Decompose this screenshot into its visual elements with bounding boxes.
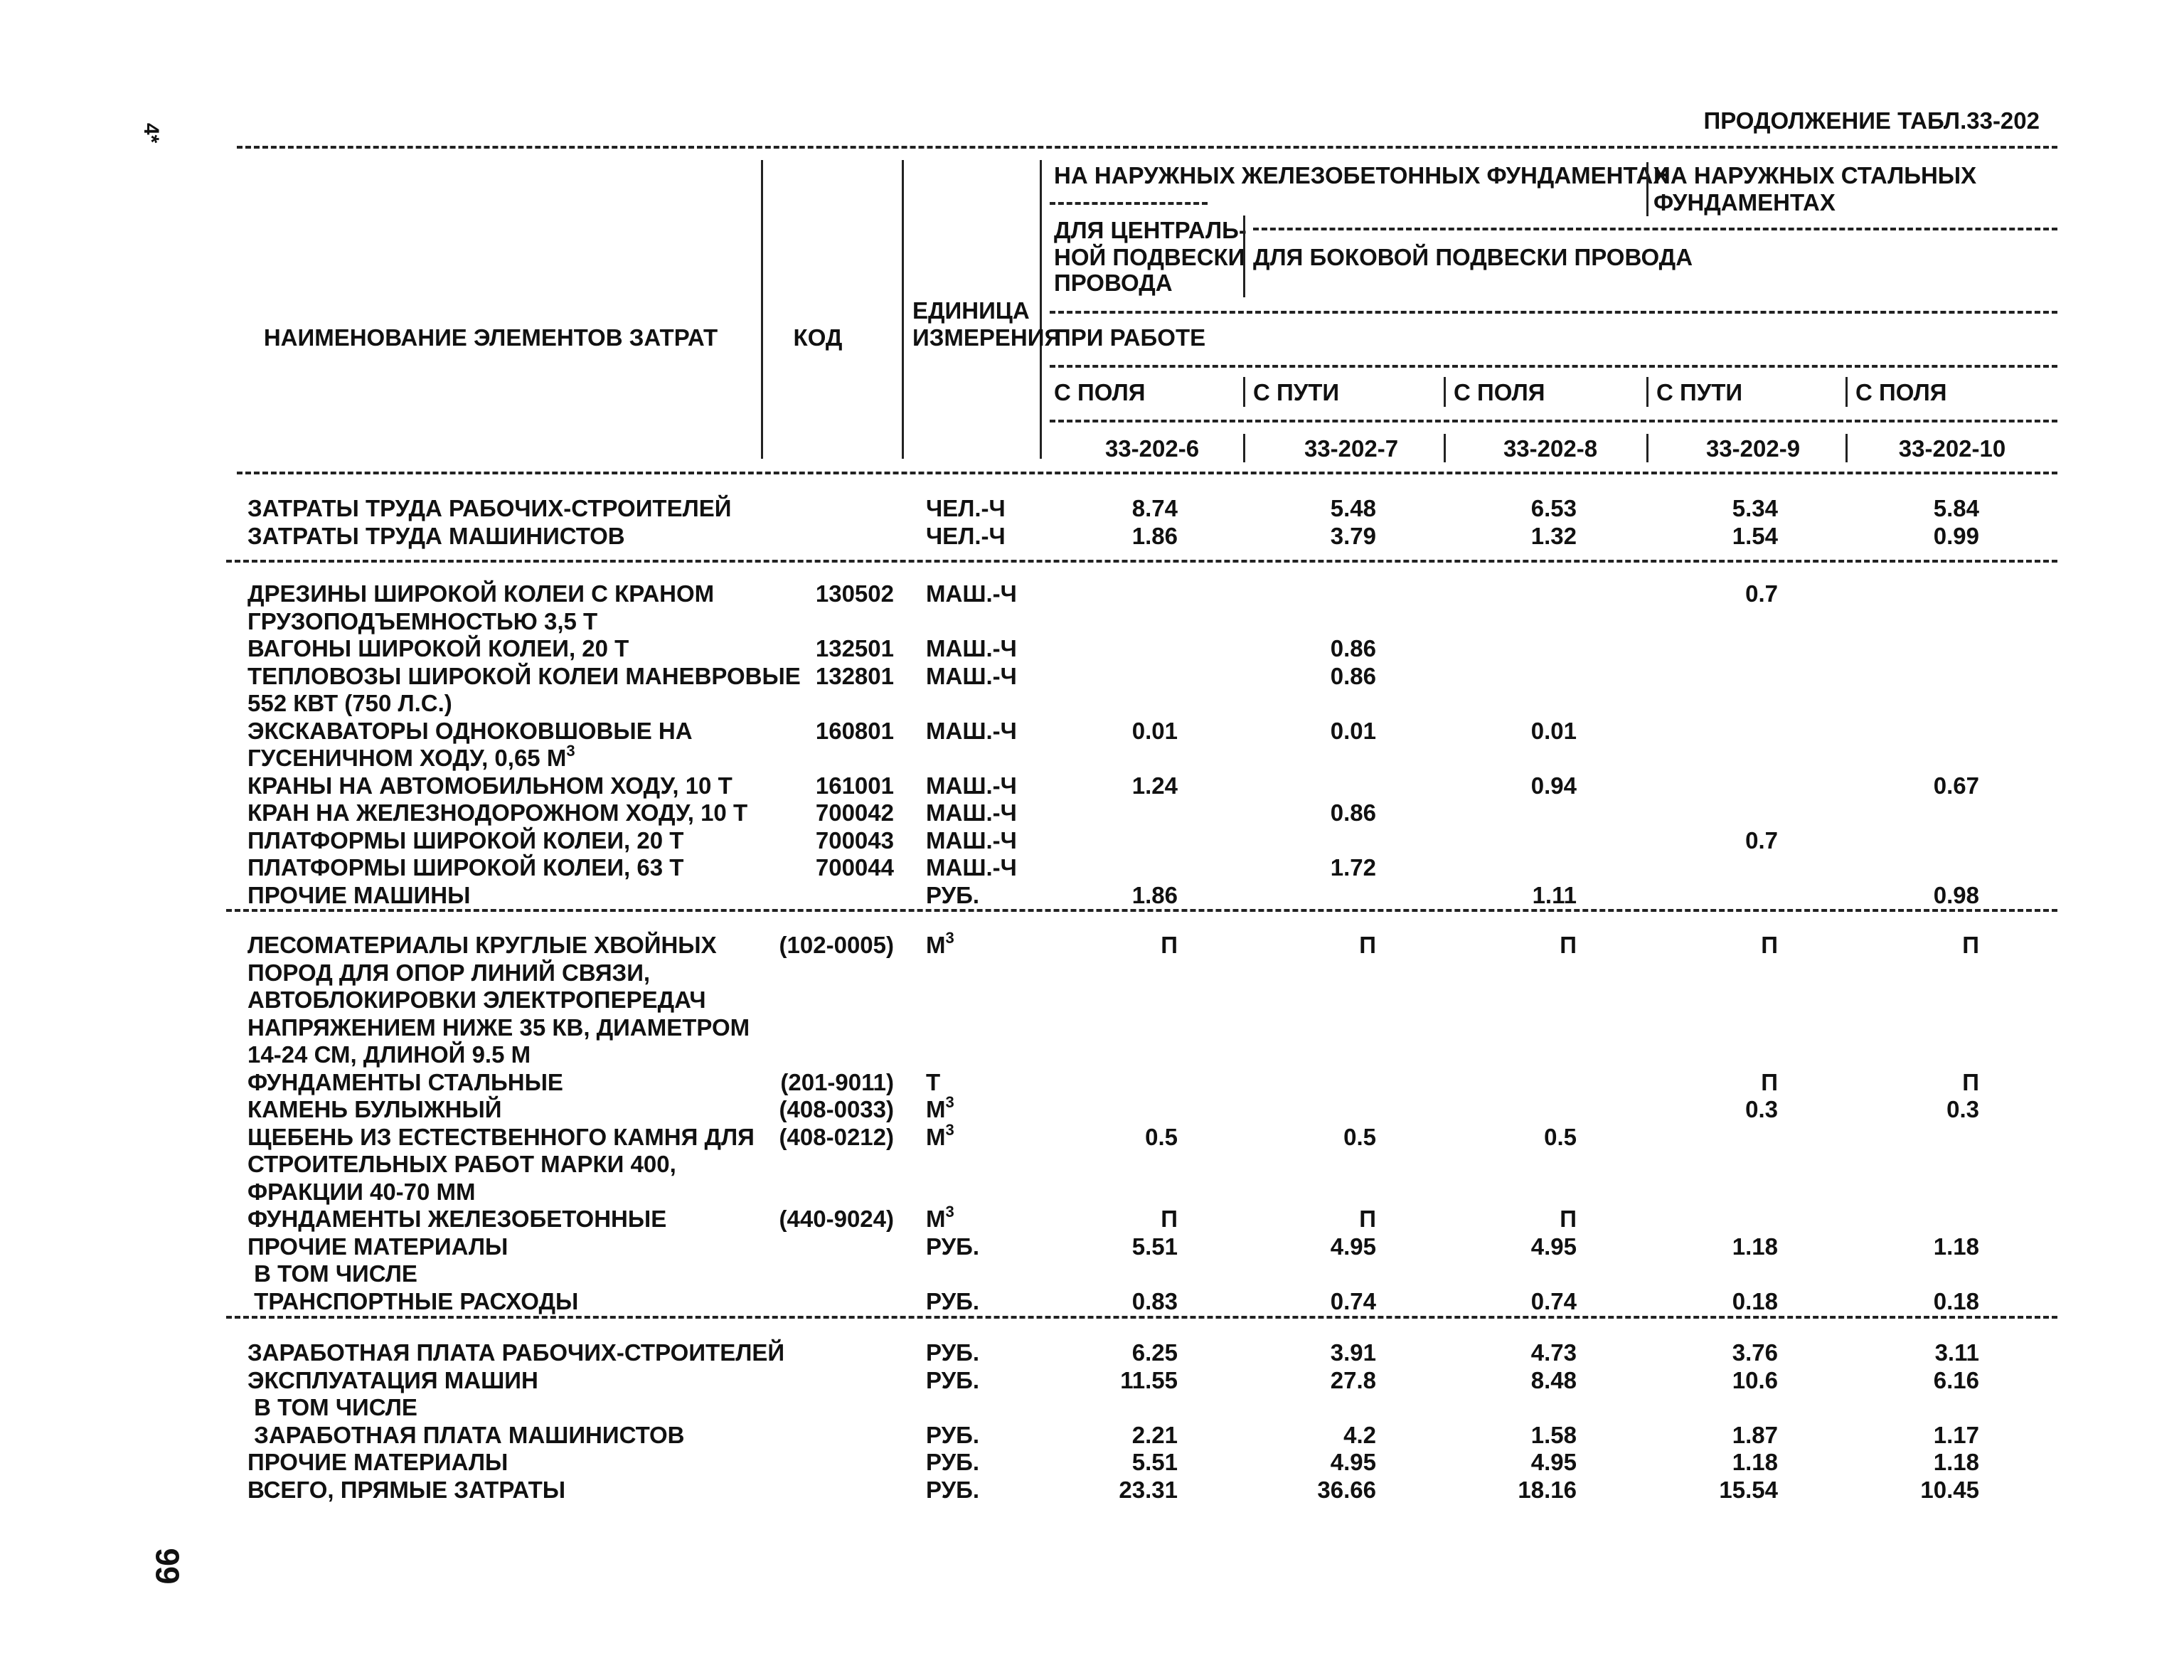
row-code: (201-9011)	[780, 1068, 894, 1095]
row-unit: МАШ.-Ч	[926, 635, 1017, 661]
header-mode-3: С ПОЛЯ	[1454, 379, 1545, 405]
row-value-5: 10.45	[1920, 1476, 1979, 1503]
row-value-3: 8.48	[1530, 1366, 1577, 1393]
divider-unit-values	[1040, 160, 1042, 459]
row-name: КАМЕНЬ БУЛЫЖНЫЙ	[247, 1096, 502, 1122]
header-code-1: 33-202-6	[1104, 435, 1200, 462]
header-unit-2: ИЗМЕРЕНИЯ	[912, 324, 1062, 351]
divider-mode-5	[1845, 377, 1848, 407]
row-value-3: 4.73	[1530, 1339, 1577, 1366]
header-code-4: 33-202-9	[1705, 435, 1801, 462]
row-value-2: 0.01	[1330, 717, 1376, 744]
header-top-rule	[237, 146, 2057, 149]
row-value-3: 0.5	[1544, 1123, 1577, 1150]
row-value-4: 5.34	[1732, 495, 1778, 521]
row-code: (408-0033)	[779, 1096, 894, 1122]
page-number: 99	[149, 1548, 186, 1585]
header-code-2: 33-202-7	[1304, 435, 1399, 462]
row-value-1: 0.5	[1145, 1123, 1178, 1150]
row-value-4: 1.18	[1732, 1233, 1778, 1260]
rule-modes-top	[1050, 365, 2057, 368]
row-value-2: 36.66	[1317, 1476, 1376, 1503]
divider-code-2	[1243, 434, 1245, 462]
row-unit: $М^3$	[926, 1093, 954, 1122]
rule-work-top	[1050, 311, 2057, 314]
row-name: ЗАРАБОТНАЯ ПЛАТА РАБОЧИХ-СТРОИТЕЛЕЙ	[247, 1339, 785, 1366]
row-value-2: 0.74	[1330, 1287, 1376, 1314]
header-bottom-rule	[237, 472, 2057, 474]
divider-mode-3	[1444, 377, 1446, 407]
row-name: ЭКСКАВАТОРЫ ОДНОКОВШОВЫЕ НА	[247, 717, 693, 744]
row-name: ПЛАТФОРМЫ ШИРОКОЙ КОЛЕИ, 20 Т	[247, 826, 684, 854]
row-value-4: 0.7	[1745, 826, 1778, 854]
row-value-1: П	[1161, 932, 1178, 958]
row-name: ЗАТРАТЫ ТРУДА МАШИНИСТОВ	[247, 522, 625, 549]
row-value-5: 5.84	[1933, 495, 1979, 521]
rule-codes-top	[1050, 420, 2057, 422]
header-group-steel-2: ФУНДАМЕНТАХ	[1653, 189, 1836, 216]
row-value-5: 1.17	[1933, 1421, 1979, 1448]
header-mode-4: С ПУТИ	[1656, 379, 1743, 405]
row-name: КРАНЫ НА АВТОМОБИЛЬНОМ ХОДУ, 10 Т	[247, 772, 733, 799]
row-name: ЗАТРАТЫ ТРУДА РАБОЧИХ-СТРОИТЕЛЕЙ	[247, 495, 732, 521]
row-unit: Т	[926, 1068, 941, 1095]
row-name: ФРАКЦИИ 40-70 ММ	[247, 1178, 476, 1205]
row-value-2: 4.95	[1330, 1449, 1376, 1475]
row-value-4: П	[1761, 932, 1778, 958]
row-value-1: 0.01	[1131, 717, 1178, 744]
row-value-1: 5.51	[1131, 1233, 1178, 1260]
row-value-2: П	[1359, 1206, 1376, 1232]
row-value-1: 0.83	[1131, 1287, 1178, 1314]
row-value-3: 4.95	[1530, 1233, 1577, 1260]
row-name: В ТОМ ЧИСЛЕ	[247, 1260, 417, 1287]
row-unit: $М^3$	[926, 1120, 954, 1150]
row-value-3: 0.74	[1530, 1287, 1577, 1314]
row-unit: РУБ.	[926, 1233, 979, 1260]
row-value-4: 3.76	[1732, 1339, 1778, 1366]
row-unit: ЧЕЛ.-Ч	[926, 522, 1006, 549]
row-unit: МАШ.-Ч	[926, 580, 1017, 607]
row-unit: МАШ.-Ч	[926, 662, 1017, 689]
row-name: 552 КВТ (750 Л.С.)	[247, 690, 452, 716]
row-code: (408-0212)	[779, 1123, 894, 1150]
header-mode-2: С ПУТИ	[1253, 379, 1340, 405]
row-value-3: 0.94	[1530, 772, 1577, 799]
row-name: ЗАРАБОТНАЯ ПЛАТА МАШИНИСТОВ	[247, 1421, 685, 1448]
row-name: ТРАНСПОРТНЫЕ РАСХОДЫ	[247, 1287, 579, 1314]
divider-name-code	[761, 160, 763, 459]
row-value-1: 2.21	[1131, 1421, 1178, 1448]
row-value-1: 1.86	[1131, 881, 1178, 908]
row-name: ВАГОНЫ ШИРОКОЙ КОЛЕИ, 20 Т	[247, 635, 629, 661]
row-code: 700043	[815, 826, 894, 854]
row-unit: РУБ.	[926, 1449, 979, 1475]
row-value-3: 1.32	[1530, 522, 1577, 549]
row-value-2: 4.2	[1343, 1421, 1376, 1448]
row-value-2: 4.95	[1330, 1233, 1376, 1260]
divider-steel-group	[1646, 162, 1648, 216]
row-name: ТЕПЛОВОЗЫ ШИРОКОЙ КОЛЕИ МАНЕВРОВЫЕ	[247, 662, 801, 689]
row-value-2: 27.8	[1330, 1366, 1376, 1393]
row-unit: РУБ.	[926, 881, 979, 908]
row-value-4: 1.18	[1732, 1449, 1778, 1475]
section-rule	[226, 560, 2057, 563]
row-name: ЭКСПЛУАТАЦИЯ МАШИН	[247, 1366, 538, 1393]
row-value-1: 6.25	[1131, 1339, 1178, 1366]
header-work: ПРИ РАБОТЕ	[1054, 324, 1206, 351]
row-unit: МАШ.-Ч	[926, 799, 1017, 826]
row-unit: РУБ.	[926, 1476, 979, 1503]
row-name: ФУНДАМЕНТЫ ЖЕЛЕЗОБЕТОННЫЕ	[247, 1206, 667, 1232]
row-value-3: 0.01	[1530, 717, 1577, 744]
row-value-5: 3.11	[1934, 1339, 1979, 1366]
row-code: 160801	[815, 717, 894, 744]
row-name: ПРОЧИЕ МАТЕРИАЛЫ	[247, 1233, 508, 1260]
row-value-1: 23.31	[1119, 1476, 1178, 1503]
row-value-3: 6.53	[1530, 495, 1577, 521]
row-value-2: 5.48	[1330, 495, 1376, 521]
header-group-steel-1: НА НАРУЖНЫХ СТАЛЬНЫХ	[1653, 162, 1977, 188]
row-unit: РУБ.	[926, 1287, 979, 1314]
row-value-5: 6.16	[1933, 1366, 1979, 1393]
row-name: ПРОЧИЕ МАШИНЫ	[247, 881, 471, 908]
row-name: ПЛАТФОРМЫ ШИРОКОЙ КОЛЕИ, 63 Т	[247, 854, 684, 881]
row-value-4: 1.87	[1732, 1421, 1778, 1448]
margin-mark: 4*	[139, 122, 164, 144]
row-name: В ТОМ ЧИСЛЕ	[247, 1394, 417, 1420]
row-value-1: 1.86	[1131, 522, 1178, 549]
divider-code-5	[1845, 434, 1848, 462]
row-name: ЛЕСОМАТЕРИАЛЫ КРУГЛЫЕ ХВОЙНЫХ	[247, 932, 717, 958]
row-value-2: 3.79	[1330, 522, 1376, 549]
row-value-4: 0.3	[1745, 1096, 1778, 1122]
divider-mode-4	[1646, 377, 1648, 407]
header-unit-1: ЕДИНИЦА	[912, 297, 1030, 324]
row-name: СТРОИТЕЛЬНЫХ РАБОТ МАРКИ 400,	[247, 1151, 676, 1177]
section-rule	[226, 1316, 2057, 1319]
header-name: НАИМЕНОВАНИЕ ЭЛЕМЕНТОВ ЗАТРАТ	[263, 324, 718, 351]
row-value-3: П	[1560, 1206, 1577, 1232]
row-name: ПОРОД ДЛЯ ОПОР ЛИНИЙ СВЯЗИ,	[247, 959, 651, 986]
row-value-3: 1.58	[1530, 1421, 1577, 1448]
row-unit: МАШ.-Ч	[926, 772, 1017, 799]
row-name: НАПРЯЖЕНИЕМ НИЖЕ 35 КВ, ДИАМЕТРОМ	[247, 1014, 750, 1041]
row-value-5: 0.3	[1946, 1096, 1979, 1122]
row-value-4: 1.54	[1732, 522, 1778, 549]
row-value-5: П	[1962, 1068, 1979, 1095]
row-value-2: 0.86	[1330, 799, 1376, 826]
row-value-1: 1.24	[1131, 772, 1178, 799]
divider-central-side	[1243, 216, 1245, 297]
section-rule	[226, 909, 2057, 912]
row-value-5: 0.99	[1933, 522, 1979, 549]
row-unit: РУБ.	[926, 1339, 979, 1366]
row-name: ФУНДАМЕНТЫ СТАЛЬНЫЕ	[247, 1068, 563, 1095]
header-mode-5: С ПОЛЯ	[1855, 379, 1947, 405]
header-central-3: ПРОВОДА	[1054, 270, 1173, 296]
row-value-2: 3.91	[1330, 1339, 1376, 1366]
row-value-2: 0.86	[1330, 635, 1376, 661]
row-value-3: 4.95	[1530, 1449, 1577, 1475]
row-unit: МАШ.-Ч	[926, 854, 1017, 881]
row-unit: ЧЕЛ.-Ч	[926, 495, 1006, 521]
header-code-3: 33-202-8	[1503, 435, 1598, 462]
row-value-1: П	[1161, 1206, 1178, 1232]
row-value-3: 1.11	[1532, 881, 1577, 908]
row-code: 130502	[815, 580, 894, 607]
row-code: (440-9024)	[779, 1206, 894, 1232]
row-code: 132801	[815, 662, 894, 689]
row-value-4: 0.7	[1745, 580, 1778, 607]
row-name: АВТОБЛОКИРОВКИ ЭЛЕКТРОПЕРЕДАЧ	[247, 987, 706, 1013]
row-value-1: 11.55	[1120, 1366, 1178, 1393]
row-value-4: 15.54	[1719, 1476, 1778, 1503]
row-unit: РУБ.	[926, 1366, 979, 1393]
row-value-5: 0.98	[1933, 881, 1979, 908]
row-name: КРАН НА ЖЕЛЕЗНОДОРОЖНОМ ХОДУ, 10 Т	[247, 799, 748, 826]
row-value-4: 10.6	[1732, 1366, 1778, 1393]
row-value-3: 18.16	[1518, 1476, 1577, 1503]
row-value-4: П	[1761, 1068, 1778, 1095]
divider-code-3	[1444, 434, 1446, 462]
row-unit: $М^3$	[926, 1203, 954, 1232]
row-unit: $М^3$	[926, 929, 954, 958]
row-value-5: 1.18	[1933, 1233, 1979, 1260]
rule-side-top	[1253, 228, 2057, 230]
row-value-2: 0.5	[1343, 1123, 1376, 1150]
row-value-1: 8.74	[1131, 495, 1178, 521]
header-central-2: НОЙ ПОДВЕСКИ	[1054, 244, 1245, 270]
header-side: ДЛЯ БОКОВОЙ ПОДВЕСКИ ПРОВОДА	[1253, 244, 1693, 270]
row-value-4: 0.18	[1732, 1287, 1778, 1314]
divider-code-4	[1646, 434, 1648, 462]
row-code: 132501	[815, 635, 894, 661]
header-code-5: 33-202-10	[1898, 435, 2006, 462]
row-code: (102-0005)	[779, 932, 894, 958]
row-value-2: 1.72	[1330, 854, 1376, 881]
header-mode-1: С ПОЛЯ	[1054, 379, 1146, 405]
row-name: ДРЕЗИНЫ ШИРОКОЙ КОЛЕИ С КРАНОМ	[247, 580, 715, 607]
row-value-2: 0.86	[1330, 662, 1376, 689]
header-code: КОД	[793, 324, 843, 351]
row-name: ГУСЕНИЧНОМ ХОДУ, 0,65 $М^3$	[247, 742, 575, 771]
header-central-1: ДЛЯ ЦЕНТРАЛЬ-	[1054, 217, 1247, 243]
divider-code-unit	[902, 160, 904, 459]
row-value-1: 5.51	[1131, 1449, 1178, 1475]
row-value-5: 0.18	[1933, 1287, 1979, 1314]
rule-concrete-sub	[1050, 202, 1208, 205]
row-value-5: П	[1962, 932, 1979, 958]
row-value-2: П	[1359, 932, 1376, 958]
row-name: 14-24 СМ, ДЛИНОЙ 9.5 М	[247, 1041, 531, 1068]
row-code: 161001	[815, 772, 894, 799]
row-value-5: 1.18	[1933, 1449, 1979, 1475]
row-value-5: 0.67	[1933, 772, 1979, 799]
row-unit: МАШ.-Ч	[926, 717, 1017, 744]
row-code: 700044	[815, 854, 894, 881]
row-code: 700042	[815, 799, 894, 826]
divider-mode-2	[1243, 377, 1245, 407]
continuation-title: ПРОДОЛЖЕНИЕ ТАБЛ.33-202	[1703, 107, 2040, 134]
row-name: ПРОЧИЕ МАТЕРИАЛЫ	[247, 1449, 508, 1475]
header-group-concrete: НА НАРУЖНЫХ ЖЕЛЕЗОБЕТОННЫХ ФУНДАМЕНТАХ	[1054, 162, 1669, 188]
row-value-3: П	[1560, 932, 1577, 958]
row-name: ВСЕГО, ПРЯМЫЕ ЗАТРАТЫ	[247, 1476, 566, 1503]
row-name: ЩЕБЕНЬ ИЗ ЕСТЕСТВЕННОГО КАМНЯ ДЛЯ	[247, 1123, 755, 1150]
row-unit: РУБ.	[926, 1421, 979, 1448]
row-unit: МАШ.-Ч	[926, 826, 1017, 854]
row-name: ГРУЗОПОДЪЕМНОСТЬЮ 3,5 Т	[247, 607, 598, 634]
